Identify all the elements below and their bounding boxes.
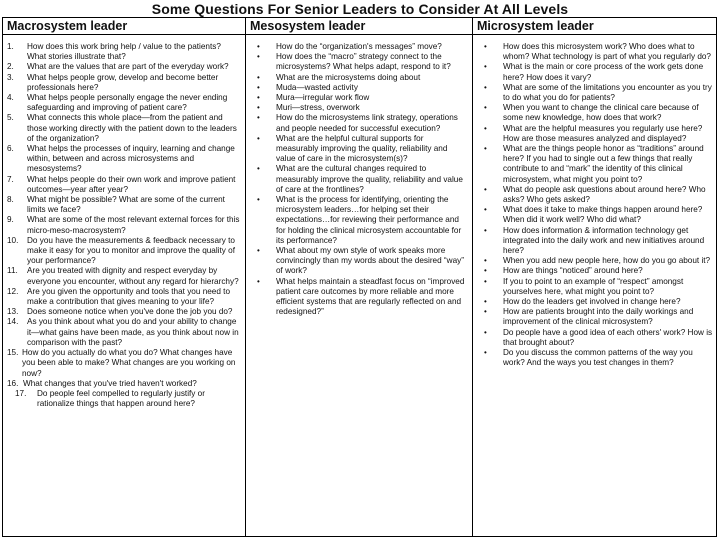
question-text: How are patients brought into the daily workings and improvement of the clinical microsystem?	[503, 307, 694, 327]
microsystem-column	[473, 18, 717, 536]
micro-question-item	[473, 266, 717, 276]
bullet-icon: •	[484, 225, 487, 235]
question-text: How are things “noticed” around here?	[503, 266, 643, 276]
macro-question-item	[3, 42, 245, 62]
question-text: What connects this whole place—from the patient and those working directly with the patient down to the leaders of the organization?	[27, 113, 237, 143]
question-number: 17.	[15, 388, 27, 398]
bullet-icon: •	[484, 205, 487, 215]
macro-question-item	[3, 266, 245, 286]
question-number: 3.	[7, 72, 14, 82]
question-text: What do people ask questions about around here? Who asks? Who gets asked?	[503, 184, 706, 205]
question-text: If you to point to an example of “respect” amongst yourselves here, what might you point to?	[503, 276, 684, 296]
meso-question-item	[246, 164, 472, 195]
mesosystem-question-list	[246, 35, 472, 317]
question-text: How does this microsystem work? Who does what to whom? What technology is part of what you regularly do?	[503, 42, 711, 62]
question-text: Do people have a good idea of each others' work? How is that brought about?	[503, 327, 713, 347]
bullet-icon: •	[484, 184, 487, 194]
macro-question-item	[3, 113, 245, 144]
bullet-icon: •	[257, 113, 260, 123]
mesosystem-column	[246, 18, 473, 536]
question-number: 5.	[7, 113, 14, 123]
micro-question-item	[473, 307, 717, 327]
macro-question-item	[3, 287, 245, 307]
question-number: 13.	[7, 307, 19, 317]
micro-question-item	[473, 185, 717, 205]
question-text: How do the “organization's messages” move?	[276, 42, 442, 51]
questions-table	[2, 17, 717, 537]
question-text: What does it take to make things happen around here? When did it work well? Who did what?	[503, 205, 703, 225]
question-number: 2.	[7, 62, 14, 72]
macro-question-item	[3, 389, 245, 409]
question-number: 8.	[7, 195, 14, 205]
micro-question-item	[473, 144, 717, 185]
question-text: How does this work bring help / value to the patients? What stories illustrate that?	[27, 42, 221, 62]
bullet-icon: •	[257, 42, 260, 51]
question-number: 16.	[7, 378, 19, 388]
micro-question-item	[473, 277, 717, 297]
question-text: What changes that you've tried haven't worked?	[23, 378, 197, 388]
bullet-icon: •	[257, 93, 260, 103]
question-text: What are the microsystems doing about	[276, 72, 421, 82]
meso-question-item	[246, 73, 472, 83]
meso-question-item	[246, 52, 472, 72]
bullet-icon: •	[257, 133, 260, 143]
question-number: 10.	[7, 235, 19, 245]
meso-question-item	[246, 103, 472, 113]
question-text: How does the “macro” strategy connect to the microsystems? What helps adapt, respond to it?	[276, 52, 451, 72]
mesosystem-heading: Mesosystem leader	[246, 18, 472, 35]
meso-question-item	[246, 277, 472, 318]
micro-question-item	[473, 62, 717, 82]
macrosystem-question-list	[3, 35, 245, 409]
micro-question-item	[473, 83, 717, 103]
macro-question-item	[3, 93, 245, 113]
bullet-icon: •	[484, 297, 487, 307]
question-text: What are some of the limitations you encounter as you try to do what you do for patients?	[503, 82, 712, 103]
micro-question-item	[473, 42, 717, 62]
question-text: Are you treated with dignity and respect everyday by everyone you encounter, without any regard for hierarchy?	[27, 266, 239, 286]
page-title: Some Questions For Senior Leaders to Consider At All Levels	[151, 1, 569, 17]
bullet-icon: •	[257, 52, 260, 62]
bullet-icon: •	[484, 42, 487, 51]
macro-question-item	[3, 236, 245, 267]
bullet-icon: •	[484, 327, 487, 337]
bullet-icon: •	[257, 276, 260, 286]
micro-question-item	[473, 124, 717, 144]
meso-question-item	[246, 83, 472, 93]
question-text: What are some of the most relevant external forces for this micro-meso-macrosystem?	[27, 215, 240, 235]
macrosystem-column	[3, 18, 246, 536]
macro-question-item	[3, 62, 245, 72]
question-text: As you think about what you do and your ability to change it—what gains have been made, as you think about now in comparison with the past?	[27, 317, 239, 347]
question-text: Mura—irregular work flow	[276, 93, 370, 103]
question-text: How does information & information technology get integrated into the daily work and new initiatives around here?	[503, 225, 705, 256]
question-text: Do people feel compelled to regularly justify or rationalize things that happen around here?	[37, 388, 205, 409]
micro-question-item	[473, 348, 717, 368]
question-number: 12.	[7, 286, 19, 296]
bullet-icon: •	[484, 82, 487, 92]
question-text: Do you discuss the common patterns of the way you work? And the ways you test changes in them?	[503, 348, 693, 368]
question-number: 15.	[7, 348, 19, 358]
bullet-icon: •	[257, 72, 260, 82]
bullet-icon: •	[484, 266, 487, 276]
micro-question-item	[473, 256, 717, 266]
meso-question-item	[246, 134, 472, 165]
question-number: 1.	[7, 42, 14, 51]
question-text: Do you have the measurements & feedback necessary to make it easy for you to monitor and improve the quality of your performance?	[27, 235, 235, 266]
question-text: What is the main or core process of the work gets done here? How does it vary?	[503, 62, 704, 82]
macro-question-item	[3, 195, 245, 215]
question-text: How do you actually do what you do? What changes have you been able to make? What changes are you working on now?	[22, 348, 236, 378]
question-number: 11.	[7, 266, 18, 276]
question-text: Does someone notice when you've done the job you do?	[27, 307, 233, 317]
question-text: How do the leaders get involved in change here?	[503, 297, 681, 307]
question-text: What might be possible? What are some of the current limits we face?	[27, 195, 225, 215]
question-number: 14.	[7, 317, 19, 327]
macro-question-item	[3, 348, 245, 379]
question-text: What are the helpful cultural supports for measurably improving the quality, reliability and value of care in the microsystem(s)?	[276, 133, 448, 164]
bullet-icon: •	[257, 103, 260, 113]
macro-question-item	[3, 317, 245, 348]
question-text: What is the process for identifying, orienting the microsystem leaders…for helping set their expectations…for reviewing their performance and for holding the clinical microsystem accountable for its performance?	[276, 195, 462, 245]
meso-question-item	[246, 93, 472, 103]
microsystem-question-list	[473, 35, 717, 369]
meso-question-item	[246, 195, 472, 246]
bullet-icon: •	[484, 123, 487, 133]
bullet-icon: •	[257, 164, 260, 174]
question-text: What are the things people honor as “traditions” around here? If you had to single out a few things that really contribute to and “mark” the identity of this clinical microsystem, what might you point to?	[503, 144, 704, 184]
bullet-icon: •	[484, 307, 487, 317]
bullet-icon: •	[484, 144, 487, 154]
micro-question-item	[473, 328, 717, 348]
macro-question-item	[3, 175, 245, 195]
microsystem-heading: Microsystem leader	[473, 18, 717, 35]
bullet-icon: •	[484, 348, 487, 358]
question-text: What helps people do their own work and improve patient outcomes—year after year?	[27, 174, 236, 194]
question-number: 6.	[7, 144, 14, 154]
question-text: What are the cultural changes required to measurably improve the quality, reliability and value of care at the frontlines?	[276, 164, 463, 194]
question-text: How do the microsystems link strategy, operations and people needed for successful execution?	[276, 113, 458, 133]
question-text: What about my own style of work speaks more convincingly than my words about the desired “way” of work?	[276, 246, 464, 276]
question-text: What helps people personally engage the never ending safeguarding and improving of patient care?	[27, 93, 228, 113]
micro-question-item	[473, 226, 717, 257]
question-number: 4.	[7, 93, 14, 103]
bullet-icon: •	[484, 62, 487, 72]
question-text: What are the values that are part of the everyday work?	[27, 62, 229, 72]
micro-question-item	[473, 103, 717, 123]
meso-question-item	[246, 113, 472, 133]
macro-question-item	[3, 215, 245, 235]
bullet-icon: •	[257, 82, 260, 92]
micro-question-item	[473, 297, 717, 307]
question-text: What helps people grow, develop and become better professionals here?	[27, 72, 219, 92]
bullet-icon: •	[484, 103, 487, 113]
meso-question-item	[246, 246, 472, 277]
micro-question-item	[473, 205, 717, 225]
bullet-icon: •	[257, 195, 260, 205]
question-text: When you want to change the clinical care because of some new knowledge, how does that work?	[503, 103, 699, 123]
question-text: When you add new people here, how do you go about it?	[503, 256, 711, 266]
macro-question-item	[3, 307, 245, 317]
bullet-icon: •	[257, 246, 260, 256]
question-text: Muda—wasted activity	[276, 82, 358, 92]
question-text: What helps maintain a steadfast focus on “improved patient care outcomes by more reliable and more efficient systems that are regularly reflected on and redesigned?”	[276, 276, 465, 317]
question-text: What helps the processes of inquiry, learning and change within, between and across microsystems and mesosystems?	[27, 144, 235, 174]
macrosystem-heading: Macrosystem leader	[3, 18, 245, 35]
question-number: 7.	[7, 174, 14, 184]
question-number: 9.	[7, 215, 14, 225]
question-text: Muri—stress, overwork	[276, 103, 360, 113]
macro-question-item	[3, 73, 245, 93]
macro-question-item	[3, 379, 245, 389]
meso-question-item	[246, 42, 472, 52]
question-text: Are you given the opportunity and tools that you need to make a contribution that gives meaning to your life?	[27, 286, 231, 307]
macro-question-item	[3, 144, 245, 175]
bullet-icon: •	[484, 276, 487, 286]
bullet-icon: •	[484, 256, 487, 266]
question-text: What are the helpful measures you regularly use here? How are those measures analyzed and displayed?	[503, 123, 703, 143]
